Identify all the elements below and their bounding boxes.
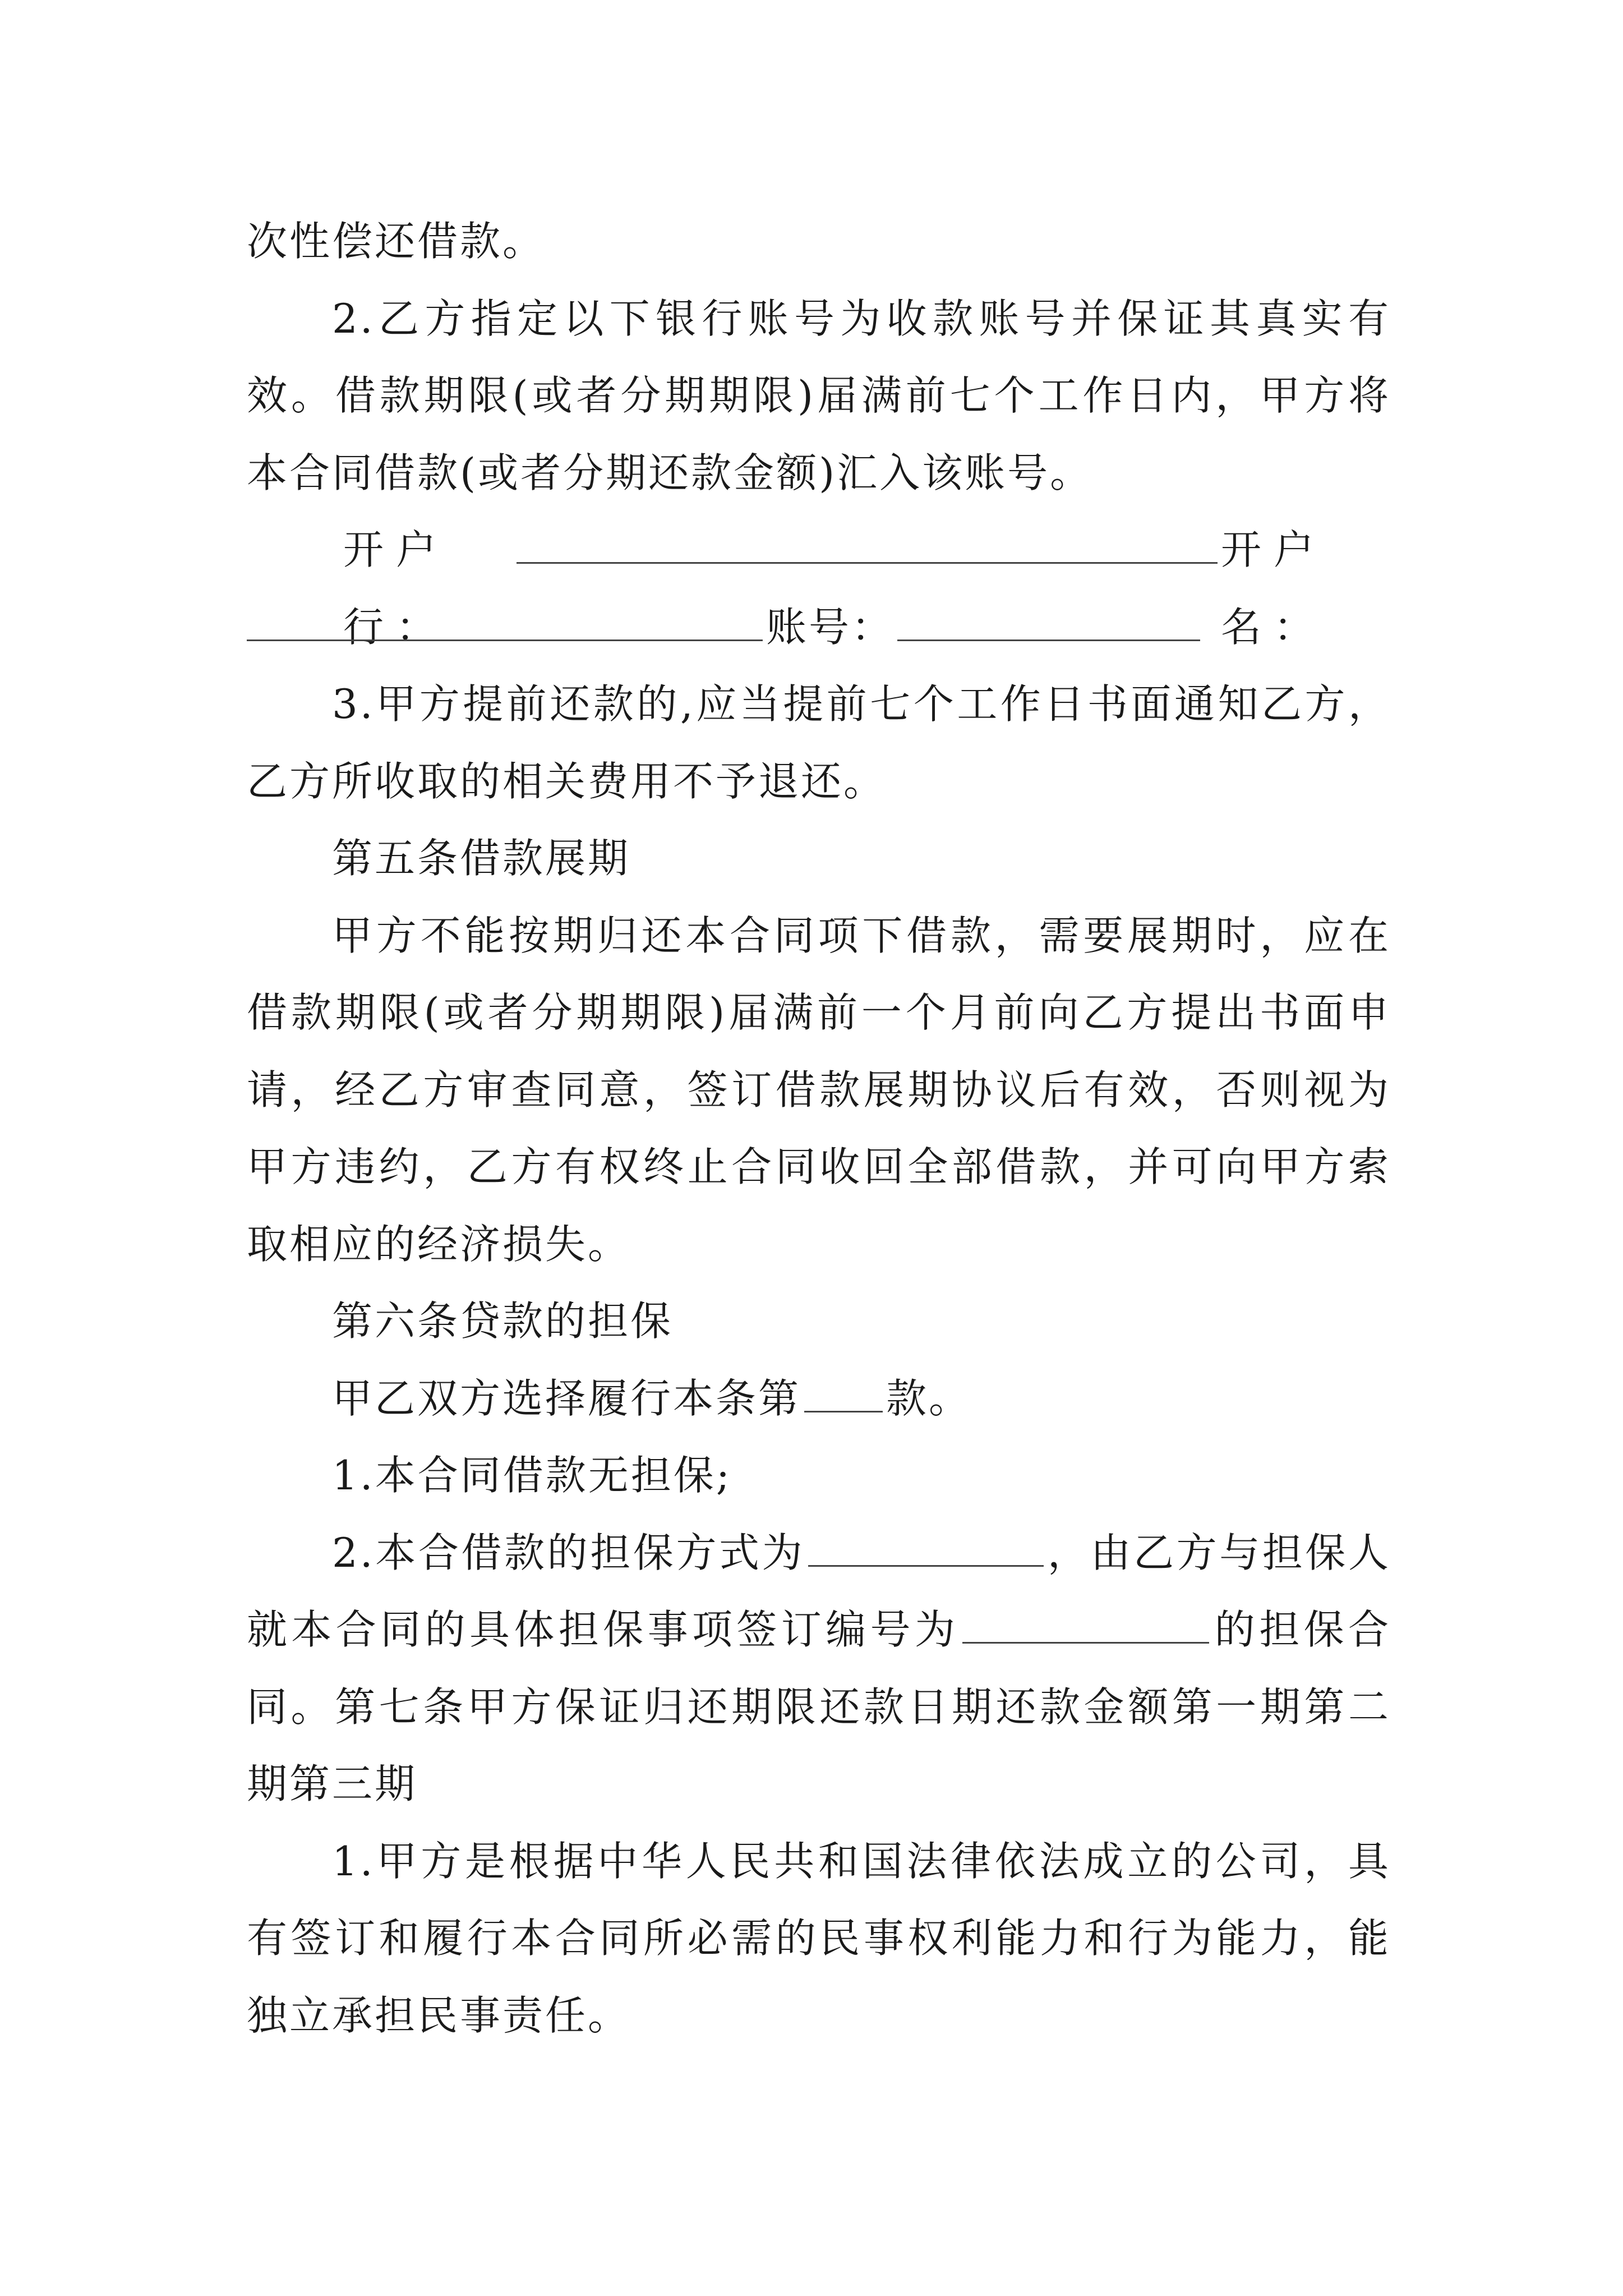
article-5-body: 甲方不能按期归还本合同项下借款，需要展期时，应在借款期限(或者分期期限)届满前一个月前向乙方提出书面申请，经乙方审查同意，签订借款展期协议后有效，否则视为甲方违约，乙方有权终止合同收回全部借款，并可向甲方索取相应的经济损失。 bbox=[247, 912, 1391, 1268]
article-6-option-1: 1.本合同借款无担保; bbox=[332, 1452, 732, 1499]
guarantee-method-blank bbox=[808, 1529, 1044, 1567]
bank-blank bbox=[517, 526, 1218, 564]
paragraph-continuation: 次性偿还借款。 bbox=[247, 218, 546, 265]
article-7-text: 的担保合同。第七条甲方保证归还期限还款日期还款金额第一期第二期第三期 bbox=[247, 1606, 1391, 1807]
article-6-heading: 第六条贷款的担保 bbox=[332, 1297, 674, 1345]
account-name-label: 开户名： bbox=[1221, 526, 1327, 651]
guarantee-contract-number-blank bbox=[962, 1606, 1209, 1644]
article-7-clause-1: 1.甲方是根据中华人民共和国法律依法成立的公司，具有签订和履行本合同所必需的民事权利能力和行为能力，能独立承担民事责任。 bbox=[247, 1837, 1391, 2039]
article-6-choice-text: 甲乙双方选择履行本条第 bbox=[332, 1374, 801, 1422]
guarantee-contract-text: ，由乙方与担保人就本合同的具体担保事项签订编号为 bbox=[247, 1529, 1391, 1653]
account-name-blank bbox=[247, 604, 763, 641]
guarantee-method-text: 2.本合借款的担保方式为 bbox=[332, 1529, 805, 1576]
document-body bbox=[247, 203, 1391, 2054]
clause-2-bank-account: 2.乙方指定以下银行账号为收款账号并保证其真实有效。借款期限(或者分期期限)届满前七个工作日内，甲方将本合同借款(或者分期还款金额)汇入该账号。 bbox=[247, 295, 1391, 496]
article-6-option-2 bbox=[247, 1515, 1391, 1823]
article-5-heading: 第五条借款展期 bbox=[332, 835, 631, 882]
article-6-choice-suffix: 款。 bbox=[886, 1374, 972, 1422]
article-6-choice bbox=[247, 1360, 1391, 1438]
account-number-label: 账号： bbox=[766, 603, 895, 651]
account-number-blank bbox=[897, 604, 1200, 641]
clause-3-early-repayment: 3.甲方提前还款的,应当提前七个工作日书面通知乙方，乙方所收取的相关费用不予退还。 bbox=[247, 680, 1391, 805]
clause-number-blank bbox=[804, 1375, 883, 1412]
bank-label: 开户行： bbox=[343, 526, 449, 651]
